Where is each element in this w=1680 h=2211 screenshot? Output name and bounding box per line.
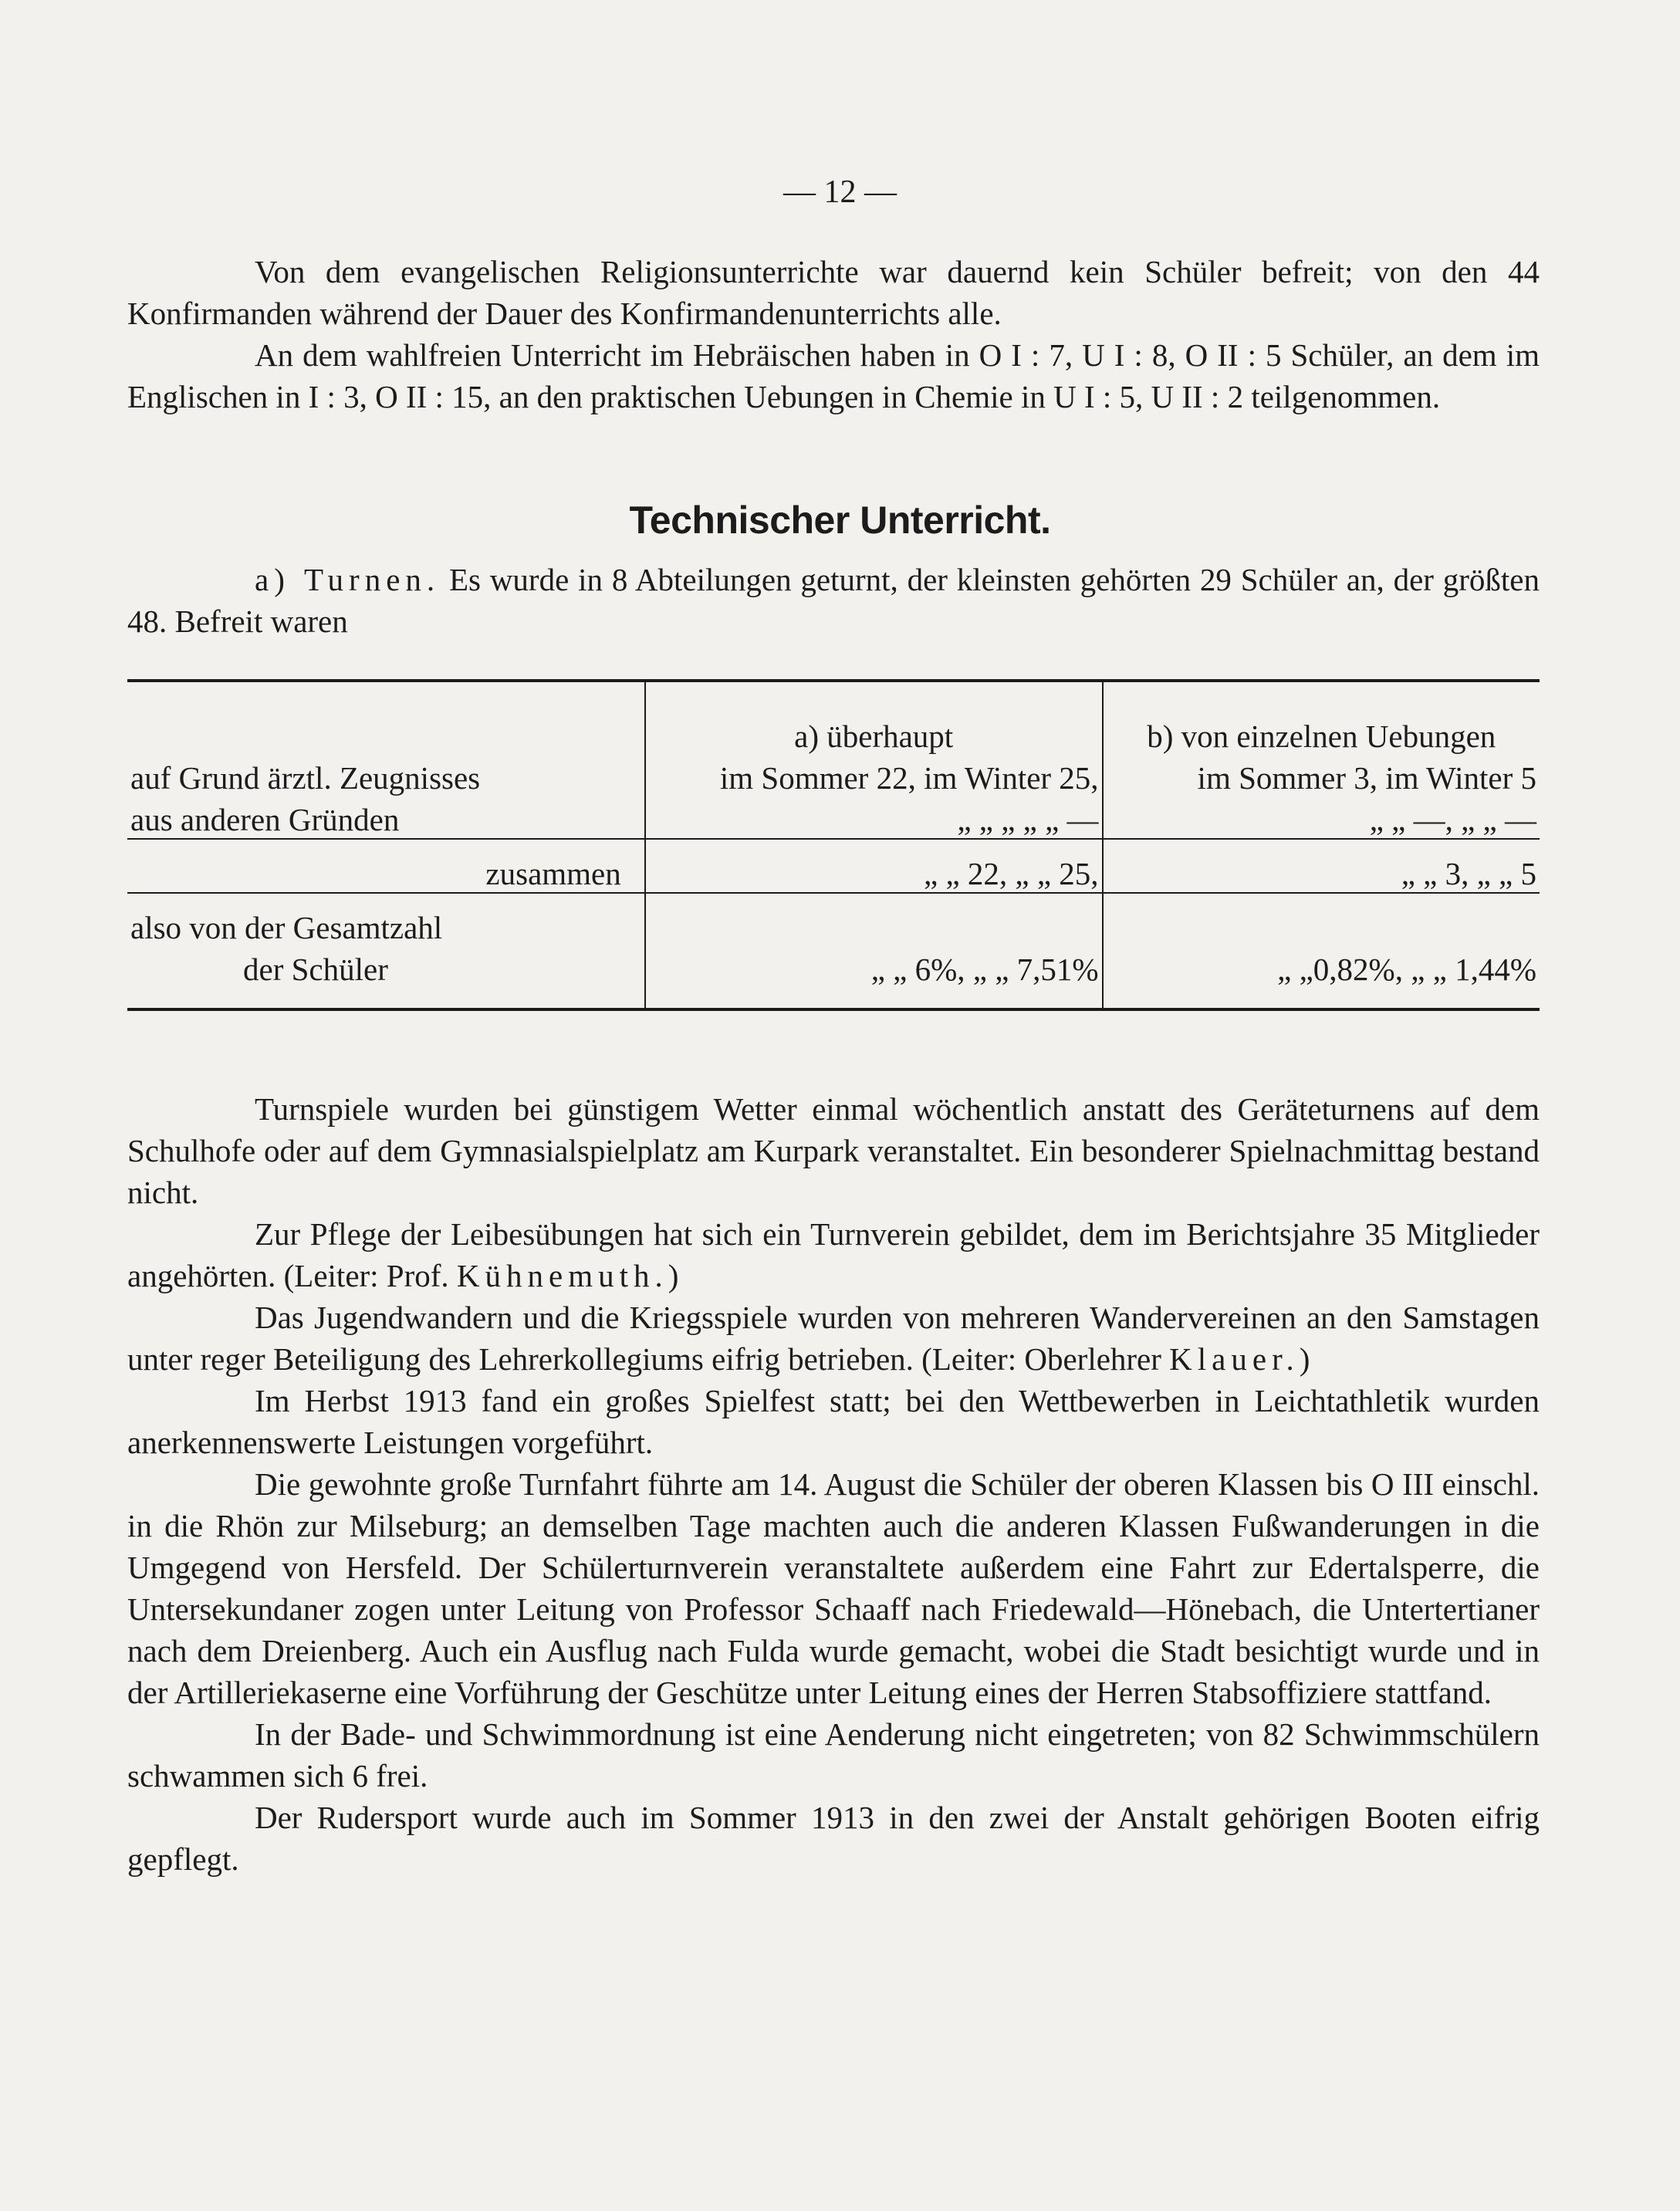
table-row-share bbox=[127, 946, 1540, 988]
paragraph-electives: An dem wahlfreien Unterricht im Hebräischen haben in O I : 7, U I : 8, O II : 5 Schüler, an dem im Englischen in I : 3, O II : 15, an den praktischen Uebungen in Chemie in U I : 5, U II : 2 teilgenommen. bbox=[127, 337, 1540, 414]
share-label-1: also von der Gesamtzahl bbox=[127, 904, 645, 946]
share-b: „ „0,82%, „ „ 1,44% bbox=[1277, 952, 1536, 987]
table-header-row bbox=[127, 713, 1540, 755]
cell-a: „ „ „ „ „ — bbox=[645, 796, 1103, 839]
cell-b: „ „ —, „ „ — bbox=[1369, 802, 1536, 837]
cell-a: im Sommer 22, im Winter 25, bbox=[645, 755, 1103, 796]
row-label: zusammen bbox=[127, 850, 645, 893]
leader-name: Klauer. bbox=[1169, 1341, 1300, 1377]
turnen-label: a) Turnen. bbox=[255, 562, 441, 597]
turnen-text: Es wurde in 8 Abteilungen geturnt, der kleinsten gehörten 29 Schüler an, der größten 48. Befreit waren bbox=[127, 562, 1540, 639]
paragraph-religion: Von dem evangelischen Religionsunterrichte war dauernd kein Schüler befreit; von den 44 Konfirmanden während der Dauer des Konfirmandenunterrichts alle. bbox=[127, 254, 1540, 331]
share-label-2: der Schüler bbox=[127, 946, 645, 988]
table-row-share-label bbox=[127, 904, 1540, 946]
share-a: „ „ 6%, „ „ 7,51% bbox=[645, 946, 1103, 988]
paragraph-turnverein bbox=[127, 1213, 1540, 1297]
closing-paren: ) bbox=[1299, 1341, 1310, 1377]
column-header-b: b) von einzelnen Uebungen bbox=[1147, 718, 1496, 754]
paragraph-spielfest: Im Herbst 1913 fand ein großes Spielfest statt; bei den Wettbewerben in Leichtathletik wurden anerkennenswerte Leistungen vorgeführt. bbox=[127, 1383, 1540, 1460]
row-label: aus anderen Gründen bbox=[127, 796, 645, 839]
paragraph-turnspiele: Turnspiele wurden bei günstigem Wetter einmal wöchentlich anstatt des Geräteturnens auf dem Schulhofe oder auf dem Gymnasialspielplatz am Kurpark veranstaltet. Ein besonderer Spielnachmittag bestand nicht. bbox=[127, 1091, 1540, 1210]
paragraph-schwimmen: In der Bade- und Schwimmordnung ist eine Aenderung nicht eingetreten; von 82 Schwimmschülern schwammen sich 6 frei. bbox=[127, 1716, 1540, 1793]
cell-b: „ „ 3, „ „ 5 bbox=[1401, 856, 1536, 891]
exemption-table bbox=[127, 679, 1540, 1011]
cell-b: im Sommer 3, im Winter 5 bbox=[1197, 760, 1536, 796]
table-row-total bbox=[127, 850, 1540, 893]
paragraph-wandern bbox=[127, 1297, 1540, 1380]
column-header-a: a) überhaupt bbox=[645, 713, 1103, 755]
paragraph-turnfahrt: Die gewohnte große Turnfahrt führte am 14. August die Schüler der oberen Klassen bis O III einschl. in die Rhön zur Milseburg; an demselben Tage machten auch die anderen Klassen Fußwanderungen in die Umgegend von Hersfeld. Der Schülerturnverein veranstaltete außerdem eine Fahrt zur Edertalsperre, die Untersekundaner zogen unter Leitung von Professor Schaaff nach Friedewald—Hönebach, die Untertertianer nach dem Dreienberg. Auch ein Ausflug nach Fulda wurde gemacht, wobei die Stadt besichtigt wurde und in der Artilleriekaserne eine Vorführung der Geschütze unter Leitung eines der Herren Stabsoffiziere stattfand. bbox=[127, 1466, 1540, 1710]
turnverein-text: Zur Pflege der Leibesübungen hat sich ein Turnverein gebildet, dem im Berichtsjahre 35 Mitglieder angehörten. (Leiter: Prof. bbox=[127, 1216, 1540, 1293]
cell-a: „ „ 22, „ „ 25, bbox=[645, 850, 1103, 893]
wandern-text: Das Jugendwandern und die Kriegsspiele wurden von mehreren Wandervereinen an den Samstagen unter reger Beteiligung des Lehrerkollegiums eifrig betrieben. (Leiter: Oberlehrer bbox=[127, 1300, 1540, 1377]
closing-paren: ) bbox=[668, 1258, 679, 1293]
row-label: auf Grund ärztl. Zeugnisses bbox=[127, 755, 645, 796]
body-section bbox=[127, 1088, 1540, 1880]
paragraph-rudersport: Der Rudersport wurde auch im Sommer 1913 in den zwei der Anstalt gehörigen Booten eifrig gepflegt. bbox=[127, 1800, 1540, 1877]
page-number: — 12 — bbox=[783, 174, 897, 210]
turnen-section bbox=[127, 559, 1540, 642]
section-heading: Technischer Unterricht. bbox=[629, 499, 1051, 542]
table-row bbox=[127, 755, 1540, 796]
table-row bbox=[127, 796, 1540, 839]
leader-name: Kühnemuth. bbox=[456, 1258, 668, 1293]
paragraph-turnen bbox=[127, 559, 1540, 642]
intro-section bbox=[127, 251, 1540, 418]
